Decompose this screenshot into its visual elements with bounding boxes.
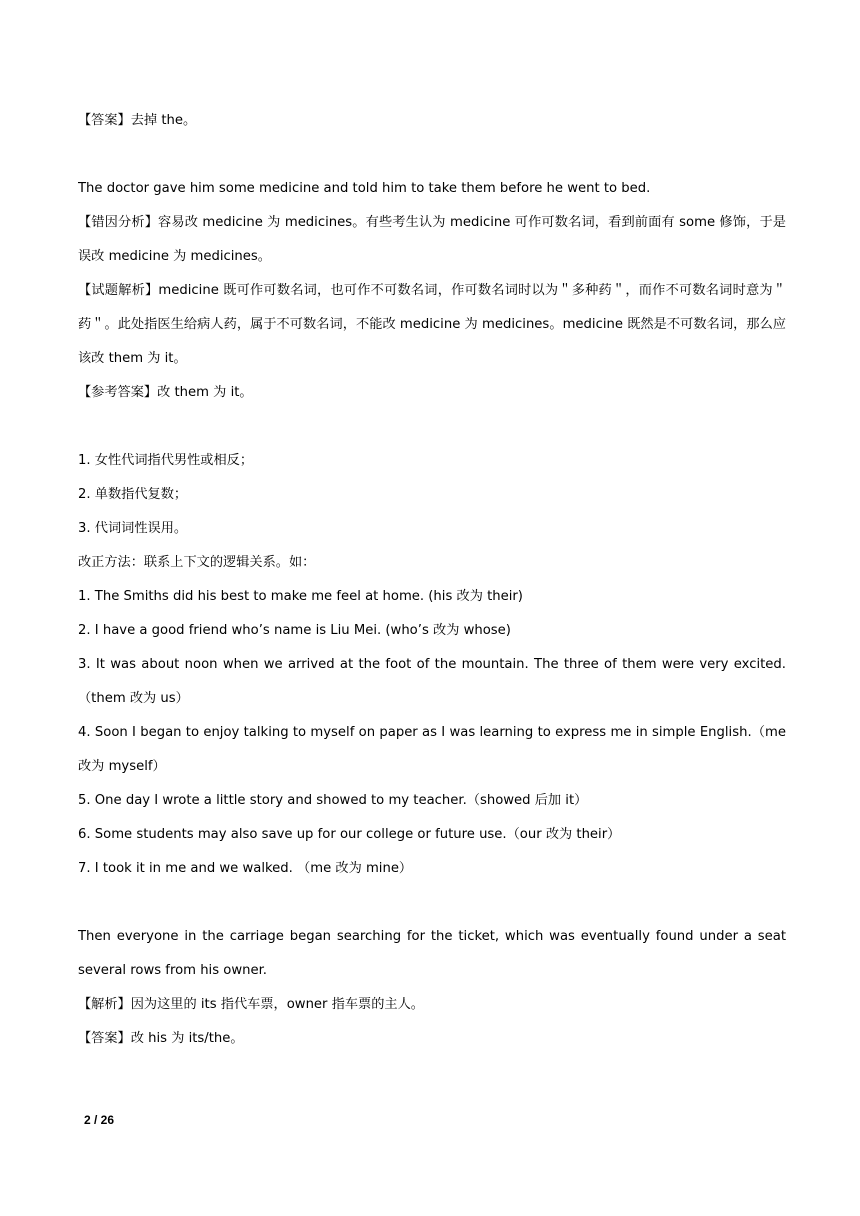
blank-line xyxy=(78,410,786,444)
error-analysis-paragraph: 【错因分析】容易改 medicine 为 medicines。有些考生认为 medicine 可作可数名词，看到前面有 some 修饰，于是误改 medicine 为 medicines。 xyxy=(78,215,786,264)
error-point-item: 3. 代词词性误用。 xyxy=(78,521,188,536)
reference-answer-line: 【参考答案】改 them 为 it。 xyxy=(78,385,253,400)
correction-method-line: 改正方法：联系上下文的逻辑关系。如： xyxy=(78,555,316,570)
correction-example: 1. The Smiths did his best to make me feel at home. (his 改为 their) xyxy=(78,589,523,604)
blank-line xyxy=(78,886,786,920)
explanation-paragraph: 【试题解析】medicine 既可作可数名词，也可作不可数名词，作可数名词时以为＂多种药＂，而作不可数名词时意为＂药＂。此处指医生给病人药，属于不可数名词，不能改 medicine 为 medicines。medicine 既然是不可数名词，那么应该改 them 为 it。 xyxy=(78,283,786,366)
example-sentence: The doctor gave him some medicine and told him to take them before he went to bed. xyxy=(78,181,651,196)
correction-example: 4. Soon I began to enjoy talking to myself on paper as I was learning to express me in simple English.（me 改为 myself） xyxy=(78,725,786,774)
analysis-line: 【解析】因为这里的 its 指代车票，owner 指车票的主人。 xyxy=(78,997,424,1012)
blank-line xyxy=(78,138,786,172)
page-number: 2 / 26 xyxy=(84,1113,115,1127)
error-point-item: 2. 单数指代复数； xyxy=(78,487,188,502)
correction-example: 3. It was about noon when we arrived at the foot of the mountain. The three of them were very excited.（them 改为 us） xyxy=(78,657,786,706)
correction-example: 2. I have a good friend who’s name is Liu Mei. (who’s 改为 whose) xyxy=(78,623,511,638)
answer-line: 【答案】改 his 为 its/the。 xyxy=(78,1031,244,1046)
correction-example: 5. One day I wrote a little story and showed to my teacher.（showed 后加 it） xyxy=(78,793,588,808)
answer-line: 【答案】去掉 the。 xyxy=(78,113,197,128)
correction-example: 6. Some students may also save up for our college or future use.（our 改为 their） xyxy=(78,827,621,842)
example-sentence: Then everyone in the carriage began searching for the ticket, which was eventually found under a seat several rows from his owner. xyxy=(78,929,786,978)
page-content xyxy=(78,104,786,1056)
error-point-item: 1. 女性代词指代男性或相反； xyxy=(78,453,254,468)
correction-example: 7. I took it in me and we walked. （me 改为 mine） xyxy=(78,861,413,876)
